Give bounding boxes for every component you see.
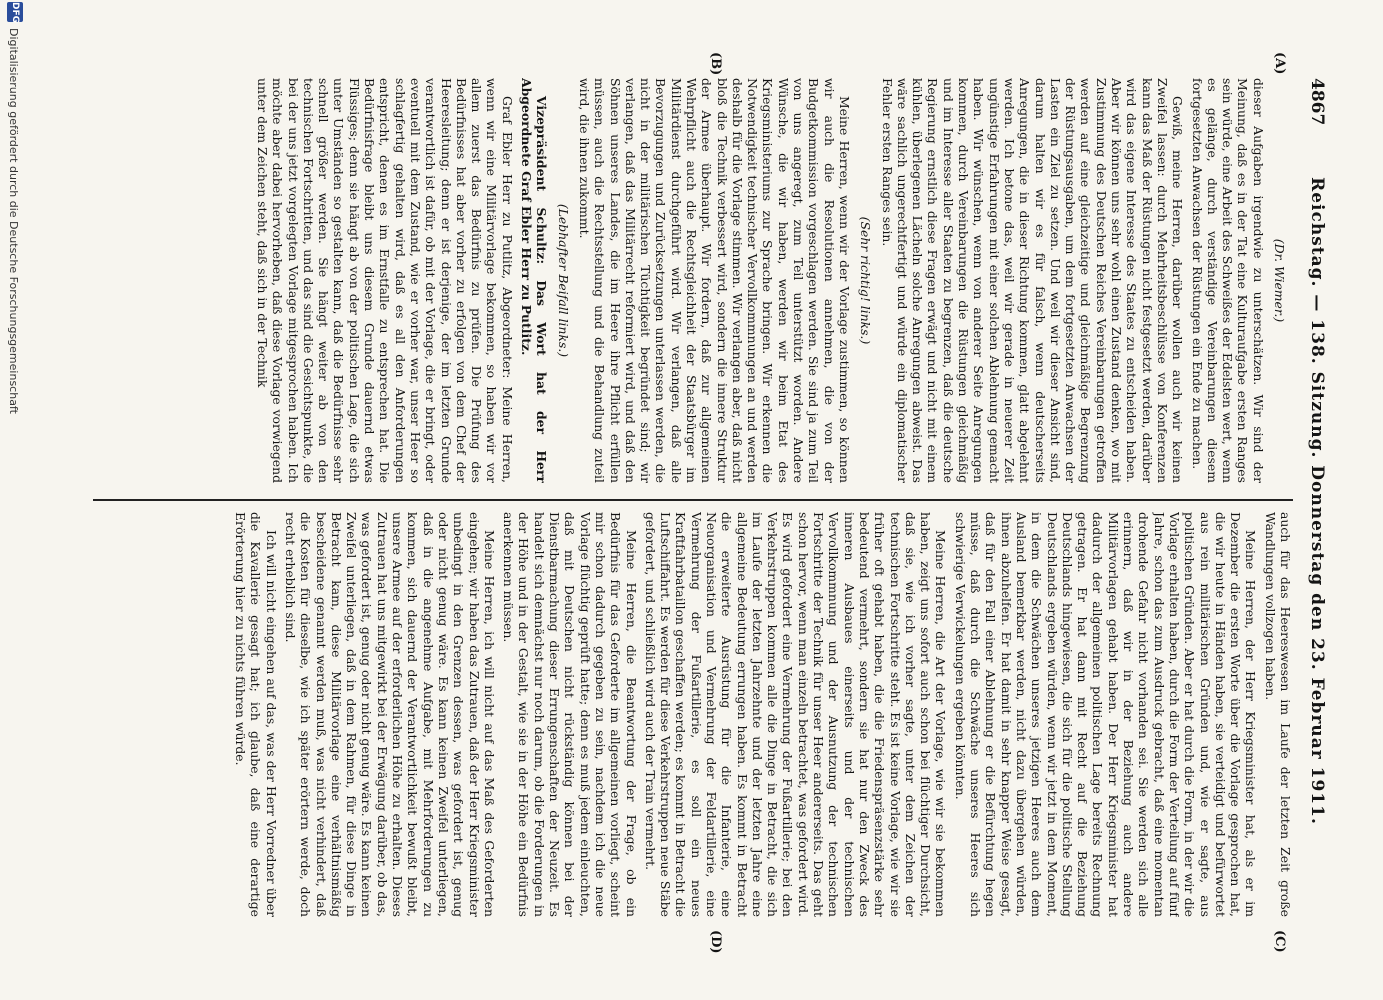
margin-mark-c: (C)	[1272, 930, 1287, 953]
paragraph: Ich will nicht eingehen auf das, was der Herr Vorredner über die Kavallerie gesagt hat; ich glaube, daß eine derartige Erörterung hier zu nichts führen würde.	[233, 512, 279, 917]
page-header	[1299, 78, 1327, 924]
footer	[0, 0, 28, 1000]
paragraph: Meine Herren, der Herr Kriegsminister hat, als er im Dezember die ersten Worte über die Vorlage gesprochen hat, die wir heute in Händen haben, sie verteidigt und befürwortet aus rein militärischen Gründen und, wie er sagte, aus politischen Gründen. Aber er hat durch die Form, in der wir die Vorlage erhalten haben, durch die Form der Verteilung auf fünf Jahre, schon das zum Ausdruck gebracht, daß eine momentan drohende Gefahr nicht vorhanden sei. Sie werden sich alle erinnern, daß wir in der Beziehung auch andere Militärvorlagen gehabt haben. Der Herr Kriegsminister hat dadurch der allgemeinen politischen Lage bereits Rechnung getragen. Er hat dann mit Recht auf die Beziehung Deutschlands hingewiesen, die sich für die politische Stellung Deutschlands ergeben würden, wenn wir jetzt in dem Moment, in dem die Schwächen unseres jetzigen Heeres auch dem Ausland bemerkbar werden, nicht dazu übergehen würden, ihnen abzuhelfen. Er hat damit in sehr knapper Weise gesagt, daß für den Fall einer Ablehnung er die Befürchtung hegen müsse, daß durch die Schwäche unseres Heeres sich schwierige Verwickelungen ergeben könnten.	[952, 512, 1259, 917]
paragraph: Meine Herren, ich will nicht auf das Maß des Geforderten eingehen; wir haben das Zutrauen, daß der Herr Kriegsminister unbedingt in den Grenzen dessen, was gefordert ist, genug oder nicht genug wäre. Es kann keinen Zweifel unterliegen, daß in die angenehme Aufgabe, mit Mehrforderungen zu kommen, sich dauernd der Verantwortlichkeit bewußt bleibt, unsere Armee auf der erforderlichen Höhe zu erhalten. Dieses Zutrauen hat uns mitgewirkt bei der Erwägung darüber, ob das, was gefordert ist, genug oder nicht genug wäre. Es kann keinen Zweifel unterliegen, daß in dem Rahmen, für diese Dinge in Betracht kam, diese Militärvorlage eine verhältnismäßig bescheidene genannt werden muß, was nicht verhindert, daß die Kosten für dieselbe, wie ich später erörtern werde, doch recht erheblich sind.	[283, 512, 497, 917]
paragraph: Gewiß, meine Herren, darüber wollen auch wir keinen Zweifel lassen: durch Mehrheitsbeschlüsse von Konferenzen kann das Maß der Rüstungen nicht festgesetzt werden, darüber wird das eigene Interesse des Staates zu entscheiden haben. Aber wir können uns sehr wohl einen Zustand denken, wo mit Zustimmung des Deutschen Reiches Vereinbarungen getroffen werden auf eine gleichzeitige und gleichmäßige Begrenzung der Rüstungsausgaben, um dem fortgesetzten Anwachsen der Lasten ein Ziel zu setzen. Und weil wir dieser Ansicht sind, darum halten wir es für falsch, wenn deutscherseits Anregungen, die in dieser Richtung kommen, glatt abgelehnt werden. Ich betone das, weil wir gerade in neuerer Zeit ungünstige Erfahrungen mit einer solchen Ablehnung gemacht haben. Wir wünschen, wenn von anderer Seite Anregungen kommen, durch Vereinbarungen die Rüstungen gleichmäßig und im Interesse aller Staaten zu begrenzen, daß die deutsche Regierung ernstlich diese Fragen erwägt und nicht mit einem kühlen, überlegenen Lächeln solche Anregungen abweist. Das wäre sachlich ungerechtfertigt und würde ein diplomatischer Fehler ersten Ranges sein.	[879, 78, 1186, 483]
interjection: (Lebhafter Beifall links.)	[555, 203, 571, 358]
left-column	[93, 78, 1293, 483]
speaker-note: (Dr. Wiemer.)	[1272, 238, 1287, 323]
paragraph: dieser Aufgaben irgendwie zu unterschätzen. Wir sind der Meinung, daß es in der Tat eine Kulturaufgabe ersten Ranges sein würde, eine Arbeit des Schweißes der Edelsten wert, wenn es gelänge, durch verständige Vereinbarungen diesem fortgesetzten Anwachsen der Rüstungen ein Ende zu machen.	[1189, 78, 1266, 483]
margin-mark-a: (A)	[1272, 52, 1287, 75]
interjection: (Sehr richtig! links.)	[858, 216, 874, 345]
right-column	[93, 512, 1293, 917]
page-number: 4867	[1307, 78, 1327, 126]
paragraph: Graf Ebler Herr zu Putlitz, Abgeordneter: Meine Herren, wenn wir eine Militärvorlage bekommen, so haben wir vor allem zuerst das Bedürfnis zu prüfen. Die Prüfung des Bedürfnisses hat aber vorher zu erfolgen von dem Chef der Heeresleitung; denn er ist derjenige, der im letzten Grunde verantwortlich ist dafür, ob mit der Vorlage, die er bringt, oder eventuell mit dem Zustand, wie er vorher war, unser Heer so schlagfertig gehalten wird, daß es all den Anforderungen entspricht, denen es im Ernstfalle zu entsprechen hat. Die Bedürfnisfrage bleibt uns diesem Grunde dauernd etwas Flüssiges; denn sie hängt ab von der politischen Lage, die sich unter Umständen so gestalten kann, daß die Bedürfnisse sehr schnell größer werden. Sie hängt weiter ab von den technischen Fortschritten, und das sind die Gesichtspunkte, die bei der uns jetzt vorgelegten Vorlage mitgesprochen haben. Ich möchte aber dabei hervorheben, daß diese Vorlage vorwiegend unter dem Zeichen steht, daß sich in der Technik	[255, 78, 515, 483]
margin-mark-b: (B)	[708, 52, 723, 76]
paragraph: Meine Herren, wenn wir der Vorlage zustimmen, so können wir auch die Resolutionen annehmen, die von der Budgetkommission vorgeschlagen werden. Sie sind ja zum Teil von uns angeregt, zum Teil unterstützt worden. Andere Wünsche, die wir haben, werden wir beim Etat des Kriegsministeriums zur Sprache bringen. Wir erkennen die Notwendigkeit technischer Vervollkommnungen an und werden deshalb für die Vorlage stimmen. Wir verlangen aber, daß nicht bloß die Technik verbessert wird, sondern die innere Struktur der Armee überhaupt. Wir fordern, daß zur allgemeinen Wehrpflicht auch die Rechtsgleichheit der Staatsbürger im Militärdienst durchgeführt wird. Wir verlangen, daß alle Bevorzugungen und Zurücksetzungen unterlassen werden, die nicht in der militärischen Tüchtigkeit begründet sind; wir verlangen, daß das Militärrecht reformiert wird, und daß den Söhnen unseres Landes, die im Heere ihre Pflicht erfüllen müssen, auch die Rechtsstellung und die Behandlung zuteil wird, die ihnen zukommt.	[576, 78, 852, 483]
column-divider	[93, 499, 1293, 501]
page-title: Reichstag. — 138. Sitzung. Donnerstag den 23. Februar 1911.	[1307, 177, 1327, 825]
margin-mark-d: (D)	[708, 930, 723, 954]
paragraph: Meine Herren, die Beantwortung der Frage, ob ein Bedürfnis für das Geforderte im allgemeinen vorliegt, scheint mir schon dadurch gegeben zu sein, nachdem ich die neue Vorlage flüchtig geprüft hatte; denn es muß jedem einleuchten, daß mit Deutschen nicht rückständig können bei der Dienstbarmachung dieser Errungenschaften der Neuzeit. Es handelt sich demnächst nur noch darum, ob die Forderungen in der Höhe und in der Gestalt, wie sie in der Höhe ein Bedürfnis anerkennen müssen.	[501, 512, 639, 917]
dfg-logo: DFG	[7, 2, 23, 22]
paragraph-speaker: Vizepräsident Schultz: Das Wort hat der Herr Abgeordnete Graf Ebler Herr zu Putlitz.	[519, 78, 550, 483]
paragraph: Meine Herren, die Art der Vorlage, wie wir sie bekommen haben, zeigt uns sofort auch schon bei flüchtiger Durchsicht, daß sie, wie ich vorher sagte, unter dem Zeichen der technischen Fortschritte steht. Es ist keine Vorlage, wie wir sie früher oft gehabt haben, die die Friedenspräsenzstärke sehr bedeutend vermehrt, sondern sie hat nur den Zweck des inneren Ausbaues einerseits und der technischen Vervollkommnung und der Ausnutzung der technischen Fortschritte der Technik für unser Heer andererseits. Das geht schon hervor, wenn man einzeln betrachtet, was gefordert wird. Es wird gefordert eine Vermehrung der Fußartillerie; bei den Verkehrstruppen kommen alle die Dinge in Betracht, die sich im Laufe der letzten Jahrzehnte und der letzten Jahre eine allgemeine Bedeutung errungen haben. Es kommt in Betracht die erweiterte Ausrüstung für die Infanterie, eine Neuorganisation und Vermehrung der Feldartillerie, eine Vermehrung der Fußartillerie, es soll ein neues Kraftfahrbataillon geschaffen werden; es kommt in Betracht die Luftschiffahrt. Es werden für diese Verkehrstruppen neue Stäbe gefordert, und schließlich wird auch der Train vermehrt.	[642, 512, 949, 917]
paragraph: auch für das Heereswesen im Laufe der letzten Zeit große Wandlungen vollzogen haben.	[1262, 512, 1293, 917]
footer-text: Digitalisierung gefördert durch die Deutsche Forschungsgemeinschaft	[7, 28, 20, 414]
